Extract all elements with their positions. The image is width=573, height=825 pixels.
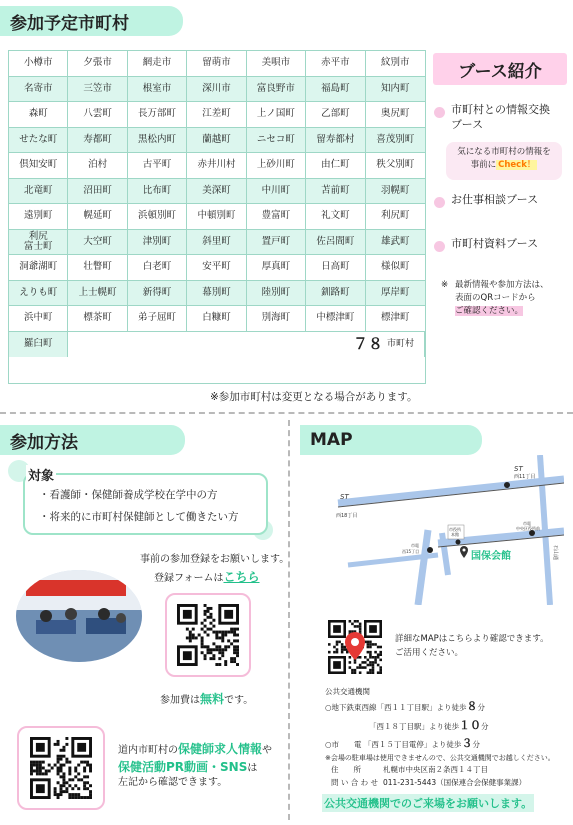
municipality-cell: 由仁町 xyxy=(306,153,365,179)
municipality-cell: 標茶町 xyxy=(68,306,127,332)
event-photo xyxy=(16,570,142,662)
municipality-cell: 三笠市 xyxy=(68,77,127,103)
check-box xyxy=(446,142,562,180)
municipality-cell: 礼文町 xyxy=(306,204,365,230)
municipality-cell: 網走市 xyxy=(128,51,187,77)
change-note: ※参加市町村は変更となる場合があります。 xyxy=(210,391,418,403)
municipality-cell: 新得町 xyxy=(128,281,187,307)
municipality-cell: 遠別町 xyxy=(9,204,68,230)
municipality-cell: 乙部町 xyxy=(306,102,365,128)
municipality-table xyxy=(8,50,426,384)
municipality-cell: 深川市 xyxy=(187,77,246,103)
municipality-cell: 根室市 xyxy=(128,77,187,103)
municipality-cell: 大空町 xyxy=(68,230,127,256)
target-box xyxy=(23,473,268,535)
target-label: 対象 xyxy=(26,465,56,484)
svg-text:本館: 本館 xyxy=(451,532,459,537)
municipality-cell: 利尻町 xyxy=(366,204,425,230)
municipality-cell: 江差町 xyxy=(187,102,246,128)
transport-info: 公共交通機関 ○地下鉄東西線「西１１丁目駅」より徒歩８分 「西１８丁目駅」より徒歩１０分 ○市 電 「西１５丁目電停」より徒歩３分 ※会場の駐車場は使用できませんので、公共交通機関でお越しください。 住 所 札幌市中央区南２条西１４丁目 問 い 合 わ せ 011-231-5443（国保連合会保健事業課） xyxy=(325,687,555,787)
municipality-cell: 様似町 xyxy=(366,255,425,281)
pr-text: 道内市町村の保健師求人情報や 保健活動PR動画・SNSは 左記から確認できます。 xyxy=(118,742,273,788)
municipality-cell: 富良野市 xyxy=(247,77,306,103)
target-item: ・将来的に市町村保健師として働きたい方 xyxy=(39,511,239,523)
municipality-cell: 上士幌町 xyxy=(68,281,127,307)
register-qr-code[interactable] xyxy=(165,593,251,677)
municipality-cell: 比布町 xyxy=(128,179,187,205)
municipality-cell: 羽幌町 xyxy=(366,179,425,205)
municipality-cell: 中川町 xyxy=(247,179,306,205)
municipality-cell: 留寿都村 xyxy=(306,128,365,154)
municipality-cell: 福島町 xyxy=(306,77,365,103)
svg-text:中央区役所前: 中央区役所前 xyxy=(516,526,540,531)
svg-text:西15丁目: 西15丁目 xyxy=(402,549,420,554)
municipality-cell: 赤平市 xyxy=(306,51,365,77)
municipality-cell: 苫前町 xyxy=(306,179,365,205)
municipality-cell: 美深町 xyxy=(187,179,246,205)
municipality-cell: 秩父別町 xyxy=(366,153,425,179)
municipality-cell: 中頓別町 xyxy=(187,204,246,230)
municipality-cell: 白老町 xyxy=(128,255,187,281)
municipality-cell: 壮瞥町 xyxy=(68,255,127,281)
pr-qr-code[interactable] xyxy=(17,726,105,810)
municipality-cell: 名寄市 xyxy=(9,77,68,103)
municipality-cell: 長万部町 xyxy=(128,102,187,128)
register-link[interactable]: こちら xyxy=(223,569,260,584)
municipality-cell: 別海町 xyxy=(247,306,306,332)
municipality-cell: 上ノ国町 xyxy=(247,102,306,128)
municipality-cell: 安平町 xyxy=(187,255,246,281)
vertical-divider xyxy=(288,420,290,820)
municipality-cell: 知内町 xyxy=(366,77,425,103)
municipality-cell: 夕張市 xyxy=(68,51,127,77)
svg-text:市電: 市電 xyxy=(411,543,419,548)
horizontal-divider xyxy=(0,412,573,414)
check-line2: 事前に Check！ xyxy=(470,159,536,170)
area-map xyxy=(318,455,564,605)
municipality-cell: 豊富町 xyxy=(247,204,306,230)
booth-item-exchange: 市町村との情報交換 ブース xyxy=(451,103,550,131)
municipality-cell: 倶知安町 xyxy=(9,153,68,179)
municipality-cell: 美唄市 xyxy=(247,51,306,77)
booth-note: ※ 最新情報や参加方法は、 表面のQRコードから ご確認ください。 xyxy=(441,280,549,317)
municipality-cell: 小樽市 xyxy=(9,51,68,77)
booth-item-materials: 市町村資料ブース xyxy=(451,237,539,250)
municipality-cell: 幕別町 xyxy=(187,281,246,307)
municipality-total: ７８ 市町村 xyxy=(68,332,425,358)
municipality-cell: 沼田町 xyxy=(68,179,127,205)
svg-text:ST: ST xyxy=(340,493,349,501)
municipality-cell: 利尻 富士町 xyxy=(9,230,68,256)
municipality-cell: せたな町 xyxy=(9,128,68,154)
fee-text: 参加費は無料です。 xyxy=(160,692,254,706)
closing-message: 公共交通機関でのご来場をお願いします。 xyxy=(322,794,534,812)
municipality-cell: 置戸町 xyxy=(247,230,306,256)
municipality-cell: 釧路町 xyxy=(306,281,365,307)
bullet-icon xyxy=(434,197,445,208)
booth-title: ブース紹介 xyxy=(433,53,567,85)
municipality-cell: 北竜町 xyxy=(9,179,68,205)
municipality-cell: 厚真町 xyxy=(247,255,306,281)
municipality-cell: 日高町 xyxy=(306,255,365,281)
svg-text:市役所: 市役所 xyxy=(449,527,461,532)
municipality-cell: 佐呂間町 xyxy=(306,230,365,256)
municipality-cell: 寿都町 xyxy=(68,128,127,154)
municipality-cell: 紋別市 xyxy=(366,51,425,77)
municipality-cell: えりも町 xyxy=(9,281,68,307)
map-pin-icon xyxy=(343,632,367,660)
check-highlight: Check！ xyxy=(498,159,536,170)
municipality-cell: ニセコ町 xyxy=(247,128,306,154)
bullet-icon xyxy=(434,107,445,118)
booth-item-job: お仕事相談ブース xyxy=(451,193,539,206)
section-title-text: 参加予定市町村 xyxy=(10,13,129,34)
municipality-cell: 浜頓別町 xyxy=(128,204,187,230)
municipality-cell: 陸別町 xyxy=(247,281,306,307)
municipality-cell: 奥尻町 xyxy=(366,102,425,128)
municipality-cell: 泊村 xyxy=(68,153,127,179)
municipality-cell: 標津町 xyxy=(366,306,425,332)
municipality-cell: 白糠町 xyxy=(187,306,246,332)
bullet-icon xyxy=(434,241,445,252)
municipality-cell: 雄武町 xyxy=(366,230,425,256)
municipality-cell: 蘭越町 xyxy=(187,128,246,154)
map-qr-code[interactable] xyxy=(328,620,382,674)
municipality-cell: 留萌市 xyxy=(187,51,246,77)
municipality-cell: 弟子屈町 xyxy=(128,306,187,332)
municipality-cell: 八雲町 xyxy=(68,102,127,128)
municipality-cell: 羅臼町 xyxy=(9,332,68,358)
svg-text:市電: 市電 xyxy=(523,521,531,526)
municipality-cell: 浜中町 xyxy=(9,306,68,332)
map-label-kokuho: 国保会館 xyxy=(471,551,511,562)
municipality-cell: 津別町 xyxy=(128,230,187,256)
municipality-cell: 洞爺湖町 xyxy=(9,255,68,281)
map-qr-text: 詳細なMAPはこちらより確認できます。 ご活用ください。 xyxy=(395,634,549,658)
municipality-cell: 上砂川町 xyxy=(247,153,306,179)
municipality-cell: 幌延町 xyxy=(68,204,127,230)
map-label-west11: 西11丁目 xyxy=(514,474,536,480)
section-title-map: MAP xyxy=(300,425,482,455)
municipality-cell: 喜茂別町 xyxy=(366,128,425,154)
check-line1: 気になる市町村の情報を xyxy=(457,147,551,157)
municipality-cell: 厚岸町 xyxy=(366,281,425,307)
municipality-cell: 黒松内町 xyxy=(128,128,187,154)
map-label-ishiyama: 石山通 xyxy=(552,545,558,561)
municipality-cell: 古平町 xyxy=(128,153,187,179)
municipality-cell: 森町 xyxy=(9,102,68,128)
register-text: 事前の参加登録をお願いします。 登録フォームはこちら xyxy=(140,554,290,584)
section-title-method: 参加方法 xyxy=(0,425,185,455)
municipality-cell: 赤井川村 xyxy=(187,153,246,179)
section-title-municipalities xyxy=(0,6,183,36)
target-item: ・看護師・保健師養成学校在学中の方 xyxy=(39,489,218,501)
map-label-west18: 西18丁目 xyxy=(336,513,358,519)
svg-text:ST: ST xyxy=(514,465,523,473)
municipality-cell: 斜里町 xyxy=(187,230,246,256)
municipality-cell: 中標津町 xyxy=(306,306,365,332)
